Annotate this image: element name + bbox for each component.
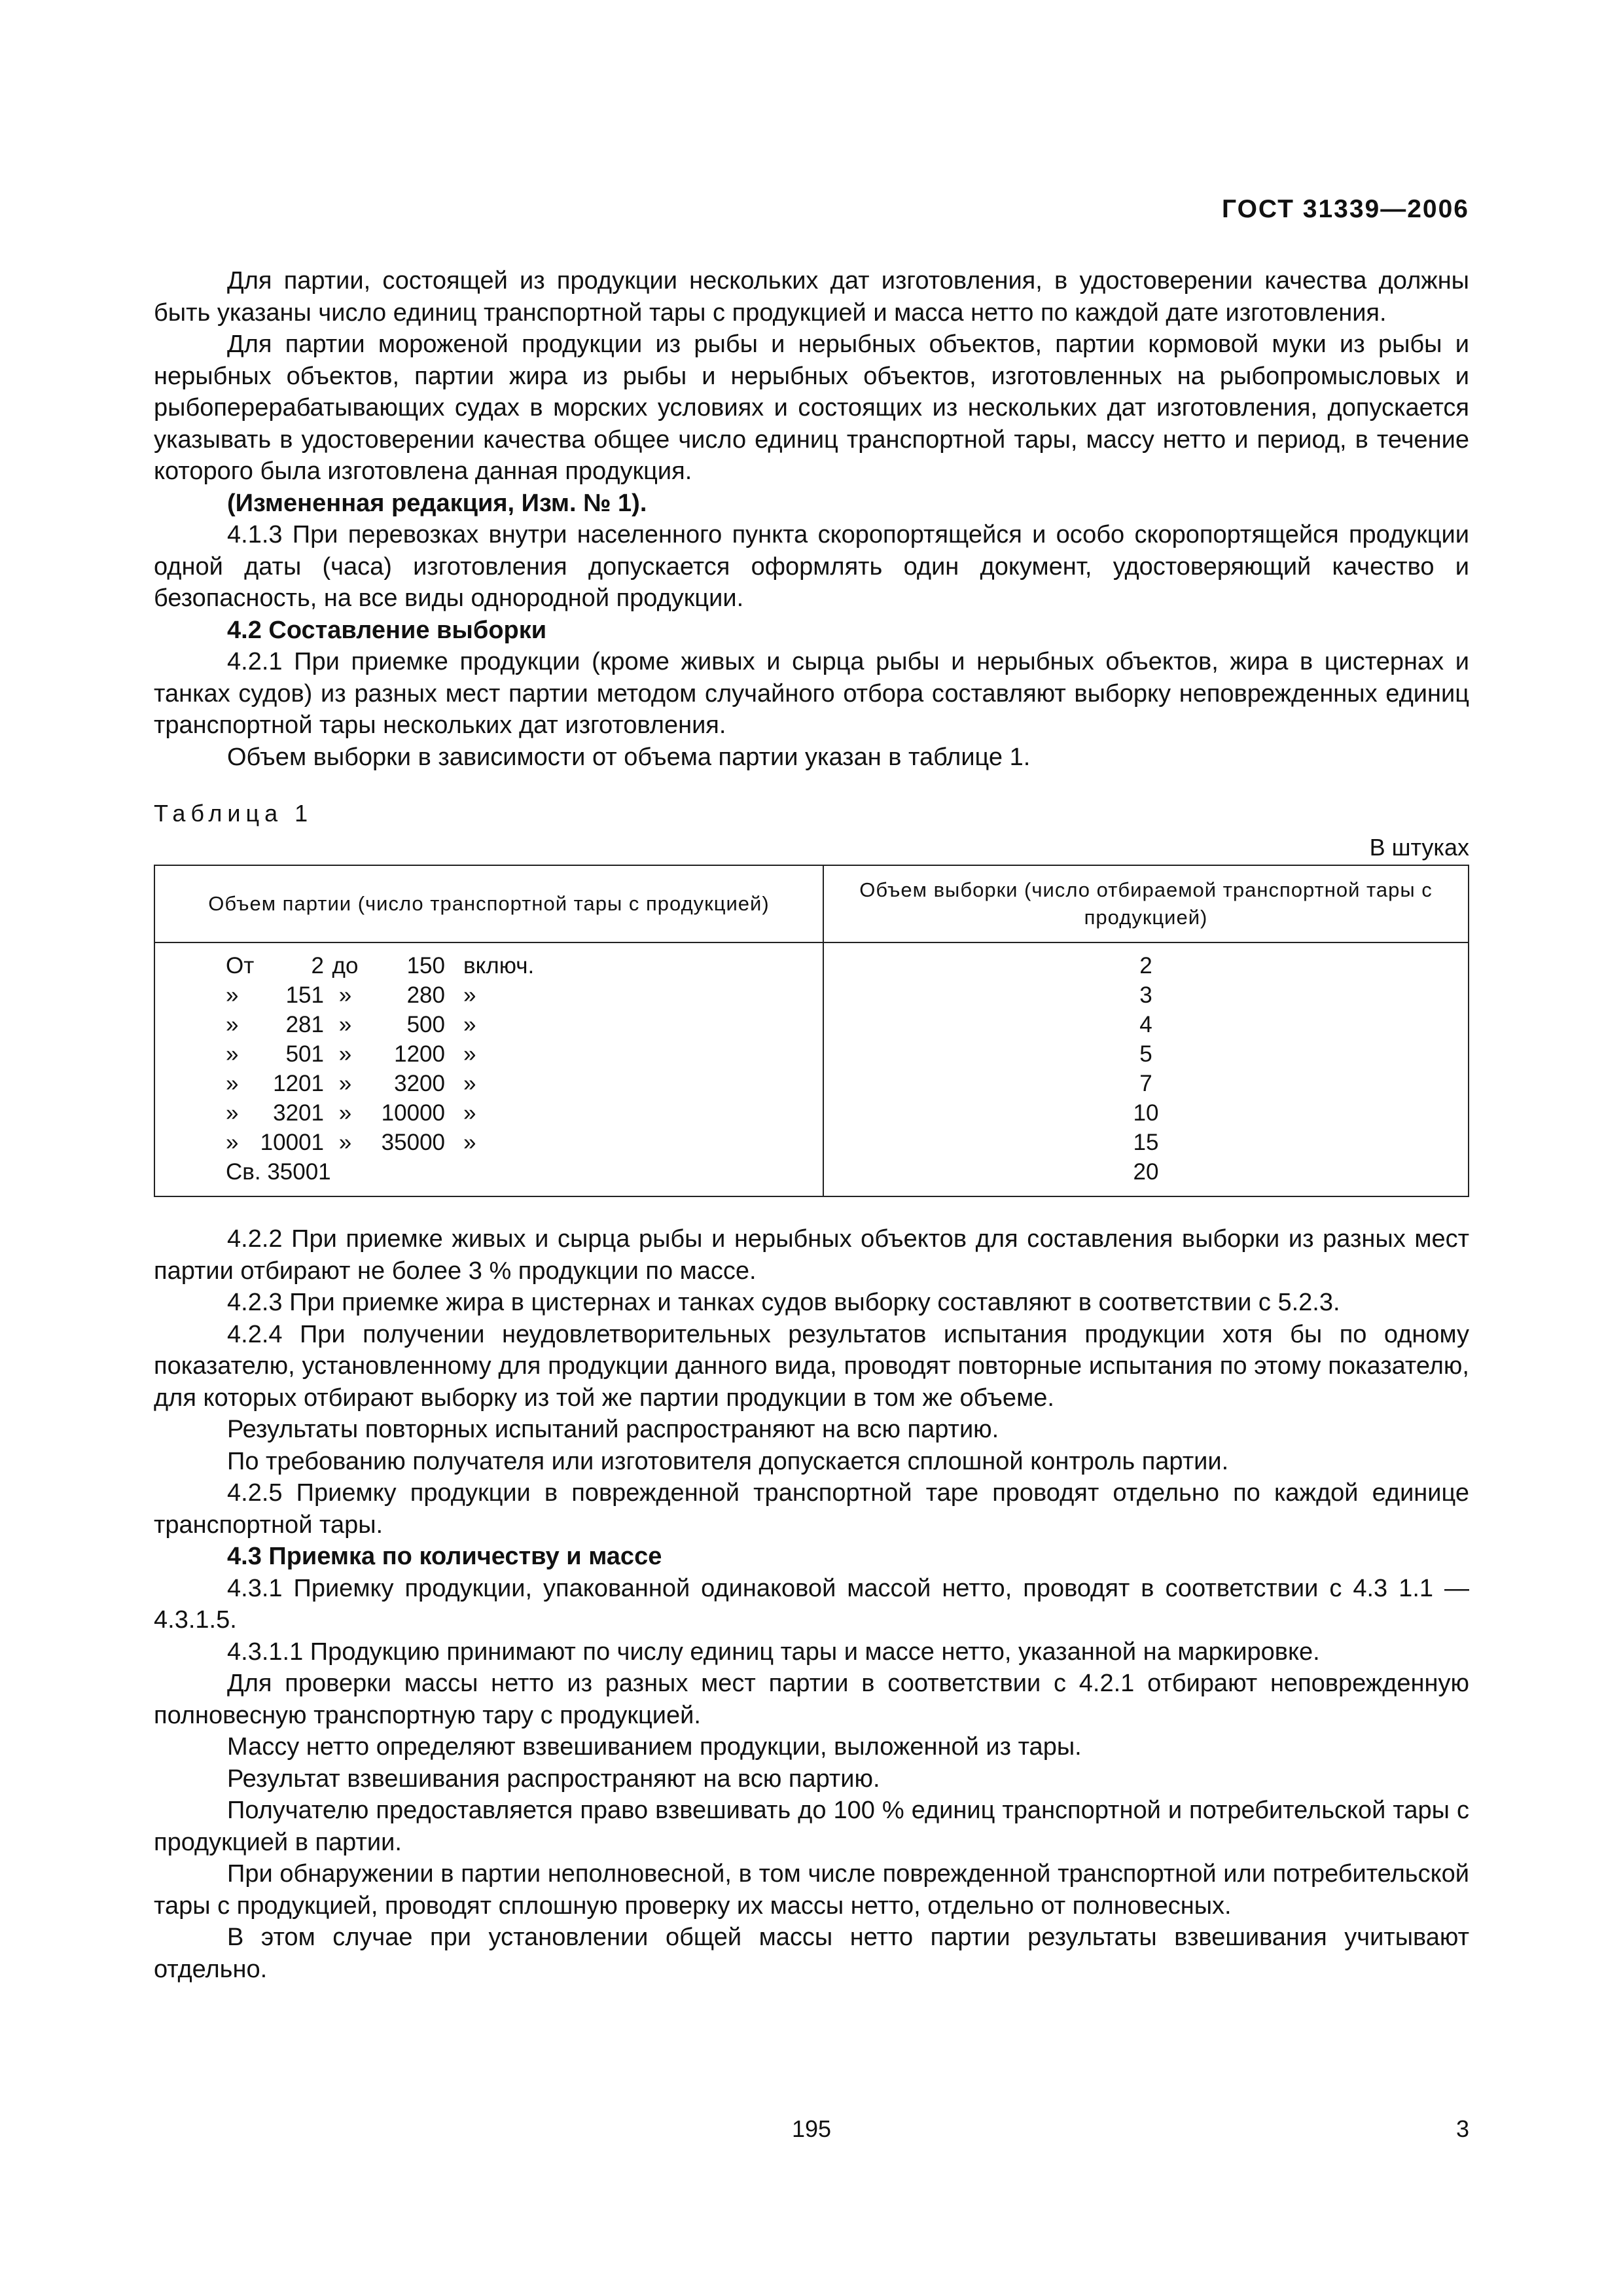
range-part: » [338, 1130, 352, 1155]
range-part: 501 [285, 1041, 324, 1067]
paragraph: 4.2.4 При получении неудовлетворительных результатов испытания продукции хотя бы по одному показателю, установленному для продукции данного вида, проводят повторные испытания по этому показателю, для которых отбирают выборку из той же партии продукции в том же объеме. [154, 1320, 1469, 1412]
range-part: » [463, 1130, 476, 1155]
paragraphs-top [154, 265, 1469, 773]
paragraph: 4.2.5 Приемку продукции в поврежденной транспортной таре проводят отдельно по каждой единице транспортной тары. [154, 1479, 1469, 1539]
range-part: 35000 [381, 1130, 445, 1155]
lot-size-range [155, 1098, 823, 1128]
sample-size-value: 3 [1139, 982, 1152, 1008]
lot-size-range: Св. 35001 [226, 1159, 331, 1185]
paragraph: По требованию получателя или изготовителя допускается сплошной контроль партии. [227, 1447, 1229, 1475]
range-part: » [226, 1100, 239, 1126]
range-part: 3201 [273, 1100, 324, 1126]
collection-page-number: 195 [791, 2115, 832, 2142]
paragraph: Для партии мороженой продукции из рыбы и нерыбных объектов, партии кормовой муки из рыбы и нерыбных объектов, партии жира из рыбы и нерыбных объектов, изготовленных на рыбопромысловых и рыбоперерабатывающих судах в морских условиях и состоящих из нескольких дат изготовления, допускается указывать в удостоверении качества общее число единиц транспортной тары, массу нетто и период, в течение которого была изготовлена данная продукция. [154, 331, 1469, 485]
range-part: » [338, 1041, 352, 1067]
sample-size-value: 4 [1139, 1012, 1152, 1037]
sample-size-value: 10 [1133, 1100, 1159, 1126]
range-part: От [226, 953, 255, 978]
paragraphs-bottom [154, 1223, 1469, 1985]
paragraph: Для проверки массы нетто из разных мест партии в соответствии с 4.2.1 отбирают неповрежденную полновесную транспортную тару с продукцией. [154, 1670, 1469, 1729]
range-part: » [226, 1130, 239, 1155]
paragraph: (Измененная редакция, Изм. № 1). [227, 489, 647, 517]
range-part: 500 [406, 1012, 445, 1037]
lot-size-column [154, 942, 823, 1196]
range-part: » [463, 982, 476, 1008]
standard-header: ГОСТ 31339—2006 [1222, 195, 1469, 223]
range-part: » [463, 1100, 476, 1126]
range-part: 281 [285, 1012, 324, 1037]
paragraph: 4.3.1 Приемку продукции, упакованной одинаковой массой нетто, проводят в соответствии с 4.3 1.1 — 4.3.1.5. [154, 1574, 1469, 1634]
lot-size-range [155, 980, 823, 1010]
paragraph: Массу нетто определяют взвешиванием продукции, выложенной из тары. [227, 1733, 1082, 1761]
table-caption: Таблица 1 [154, 800, 313, 827]
paragraph: Результаты повторных испытаний распространяют на всю партию. [227, 1416, 999, 1443]
paragraph: 4.2.1 При приемке продукции (кроме живых и сырца рыбы и нерыбных объектов, жира в цистернах и танках судов) из разных мест партии методом случайного отбора составляют выборку неповрежденных единиц транспортной тары нескольких дат изготовления. [154, 648, 1469, 739]
range-part: » [226, 1012, 239, 1037]
range-part: » [338, 982, 352, 1008]
paragraph: 4.2 Составление выборки [227, 616, 547, 644]
sample-size-table [154, 865, 1469, 1197]
paragraph: 4.3 Приемка по количеству и массе [227, 1543, 662, 1570]
lot-size-range [155, 1128, 823, 1157]
paragraph: В этом случае при установлении общей массы нетто партии результаты взвешивания учитывают отдельно. [154, 1924, 1469, 1983]
range-part: 10001 [260, 1130, 324, 1155]
range-part: » [463, 1012, 476, 1037]
range-part: 151 [285, 982, 324, 1008]
sample-size-value: 2 [1139, 953, 1152, 978]
range-part: » [463, 1071, 476, 1096]
range-part: 150 [406, 953, 445, 978]
range-part: » [463, 1041, 476, 1067]
table-body-row [154, 942, 1469, 1196]
range-part: до [332, 953, 359, 978]
range-part: » [226, 982, 239, 1008]
sample-size-column [823, 942, 1469, 1196]
paragraph: Результат взвешивания распространяют на всю партию. [227, 1765, 880, 1793]
table-header-sample-size: Объем выборки (число отбираемой транспортной тары с продукцией) [823, 865, 1469, 942]
range-part: 1201 [273, 1071, 324, 1096]
range-part: » [338, 1071, 352, 1096]
table-unit: В штуках [1369, 834, 1469, 861]
range-part: включ. [463, 953, 535, 978]
range-part: » [338, 1100, 352, 1126]
range-part: 2 [311, 953, 324, 978]
lot-size-range [155, 1039, 823, 1069]
range-part: » [226, 1071, 239, 1096]
paragraph: 4.2.2 При приемке живых и сырца рыбы и нерыбных объектов для составления выборки из разных мест партии отбирают не более 3 % продукции по массе. [154, 1225, 1469, 1285]
sample-size-value: 5 [1139, 1041, 1152, 1067]
paragraph: Объем выборки в зависимости от объема партии указан в таблице 1. [227, 743, 1031, 771]
lot-size-range [155, 1010, 823, 1039]
range-part: » [226, 1041, 239, 1067]
paragraph: При обнаружении в партии неполновесной, в том числе поврежденной транспортной или потребительской тары с продукцией, проводят сплошную проверку их массы нетто, отдельно от полновесных. [154, 1860, 1469, 1920]
sample-size-value: 20 [1133, 1159, 1159, 1185]
lot-size-range [155, 951, 823, 980]
range-part: 280 [406, 982, 445, 1008]
table-header-lot-size: Объем партии (число транспортной тары с продукцией) [154, 865, 823, 942]
range-part: » [338, 1012, 352, 1037]
range-part: 3200 [394, 1071, 445, 1096]
lot-size-range [155, 1069, 823, 1098]
range-part: 10000 [381, 1100, 445, 1126]
table-header-row [154, 865, 1469, 942]
paragraph: Для партии, состоящей из продукции нескольких дат изготовления, в удостоверении качества должны быть указаны число единиц транспортной тары с продукцией и масса нетто по каждой дате изготовления. [154, 267, 1469, 327]
page-number: 3 [1455, 2115, 1469, 2142]
paragraph: 4.3.1.1 Продукцию принимают по числу единиц тары и массе нетто, указанной на маркировке. [227, 1638, 1320, 1666]
paragraph: 4.2.3 При приемке жира в цистернах и танках судов выборку составляют в соответствии с 5.2.3. [227, 1289, 1340, 1316]
range-part: 1200 [394, 1041, 445, 1067]
sample-size-value: 15 [1133, 1130, 1159, 1155]
paragraph: Получателю предоставляется право взвешивать до 100 % единиц транспортной и потребительской тары с продукцией в партии. [154, 1797, 1469, 1856]
document-body [154, 265, 1469, 1985]
paragraph: 4.1.3 При перевозках внутри населенного пункта скоропортящейся и особо скоропортящейся продукции одной даты (часа) изготовления допускается оформлять один документ, удостоверяющий качество и безопасность, на все виды однородной продукции. [154, 521, 1469, 612]
sample-size-value: 7 [1139, 1071, 1152, 1096]
